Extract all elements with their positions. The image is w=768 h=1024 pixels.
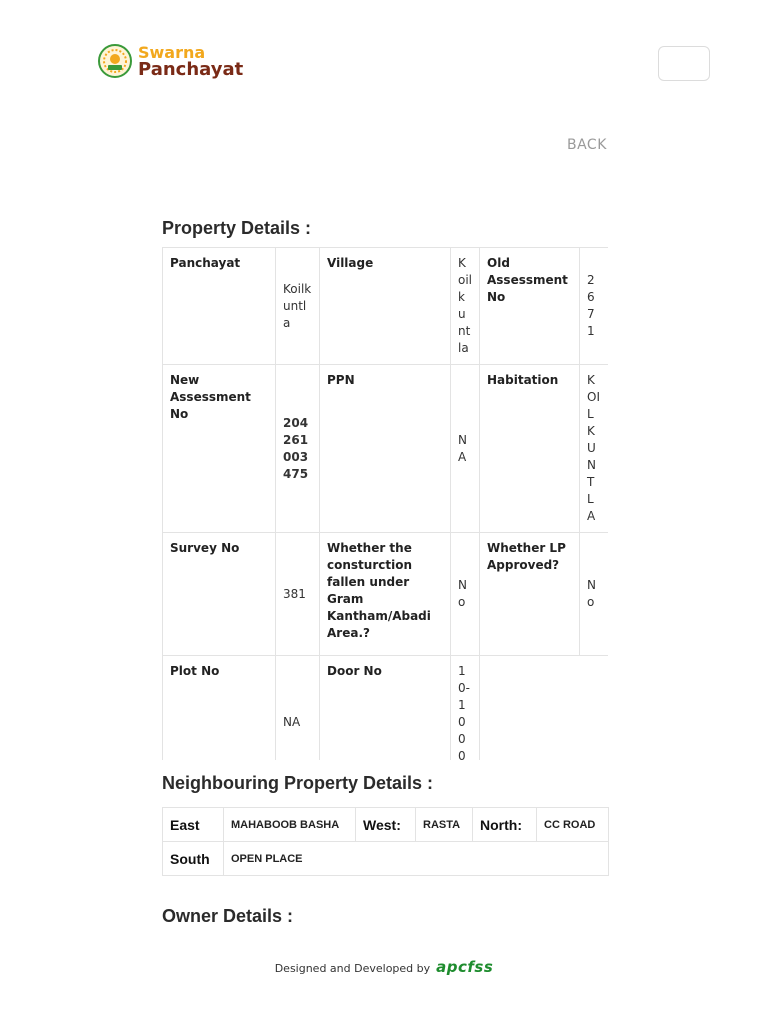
neighbouring-details-title: Neighbouring Property Details :	[162, 773, 434, 793]
property-details-title: Property Details :	[162, 218, 312, 238]
value-old-assessment-no: 2671	[580, 248, 609, 365]
logo-text-top: Swarna	[138, 43, 206, 62]
value-east: MAHABOOB BASHA	[224, 808, 356, 842]
apcfss-logo[interactable]: apcfss	[436, 958, 494, 976]
value-new-assessment-no: 204261003475	[276, 365, 320, 533]
value-survey-no: 381	[276, 533, 320, 656]
label-ppn: PPN	[320, 365, 451, 533]
value-village: Koilkuntla	[451, 248, 480, 365]
panchayat-emblem-icon	[98, 44, 132, 78]
label-old-assessment-no: Old Assessment No	[480, 248, 580, 365]
menu-toggle-button[interactable]	[658, 46, 710, 81]
label-door-no: Door No	[320, 656, 451, 761]
header	[0, 0, 768, 110]
neighbouring-details-container	[162, 807, 608, 876]
value-plot-no: NA	[276, 656, 320, 761]
property-details-table-container[interactable]	[162, 247, 608, 760]
logo-text-bottom: Panchayat	[138, 59, 244, 80]
table-row	[163, 842, 609, 876]
table-row	[163, 808, 609, 842]
label-west: West:	[356, 808, 416, 842]
table-row	[163, 656, 609, 761]
back-link[interactable]: BACK	[567, 137, 607, 153]
value-lp-approved: No	[580, 533, 609, 656]
label-east: East	[163, 808, 224, 842]
footer-credit-text: Designed and Developed by	[274, 962, 431, 975]
value-habitation: KOILKUNTLA	[580, 365, 609, 533]
label-new-assessment-no: New Assessment No	[163, 365, 276, 533]
property-details-table	[162, 247, 608, 760]
value-north: CC ROAD	[537, 808, 609, 842]
table-row	[163, 365, 609, 533]
app-logo[interactable]	[98, 44, 243, 78]
label-survey-no: Survey No	[163, 533, 276, 656]
label-gram-kantham: Whether the consturction fallen under Gram Kantham/Abadi Area.?	[320, 533, 451, 656]
table-row	[163, 248, 609, 365]
value-south: OPEN PLACE	[224, 842, 609, 876]
label-south: South	[163, 842, 224, 876]
label-habitation: Habitation	[480, 365, 580, 533]
value-ppn: NA	[451, 365, 480, 533]
label-lp-approved: Whether LP Approved?	[480, 533, 580, 656]
value-west: RASTA	[416, 808, 473, 842]
value-panchayat: Koilkuntla	[276, 248, 320, 365]
value-door-no: 10-1000	[451, 656, 480, 761]
neighbouring-details-table	[162, 807, 609, 876]
value-gram-kantham: No	[451, 533, 480, 656]
label-north: North:	[473, 808, 537, 842]
empty-cell	[480, 656, 609, 761]
label-panchayat: Panchayat	[163, 248, 276, 365]
label-village: Village	[320, 248, 451, 365]
owner-details-title: Owner Details :	[162, 906, 294, 926]
footer	[0, 958, 768, 976]
table-row	[163, 533, 609, 656]
label-plot-no: Plot No	[163, 656, 276, 761]
